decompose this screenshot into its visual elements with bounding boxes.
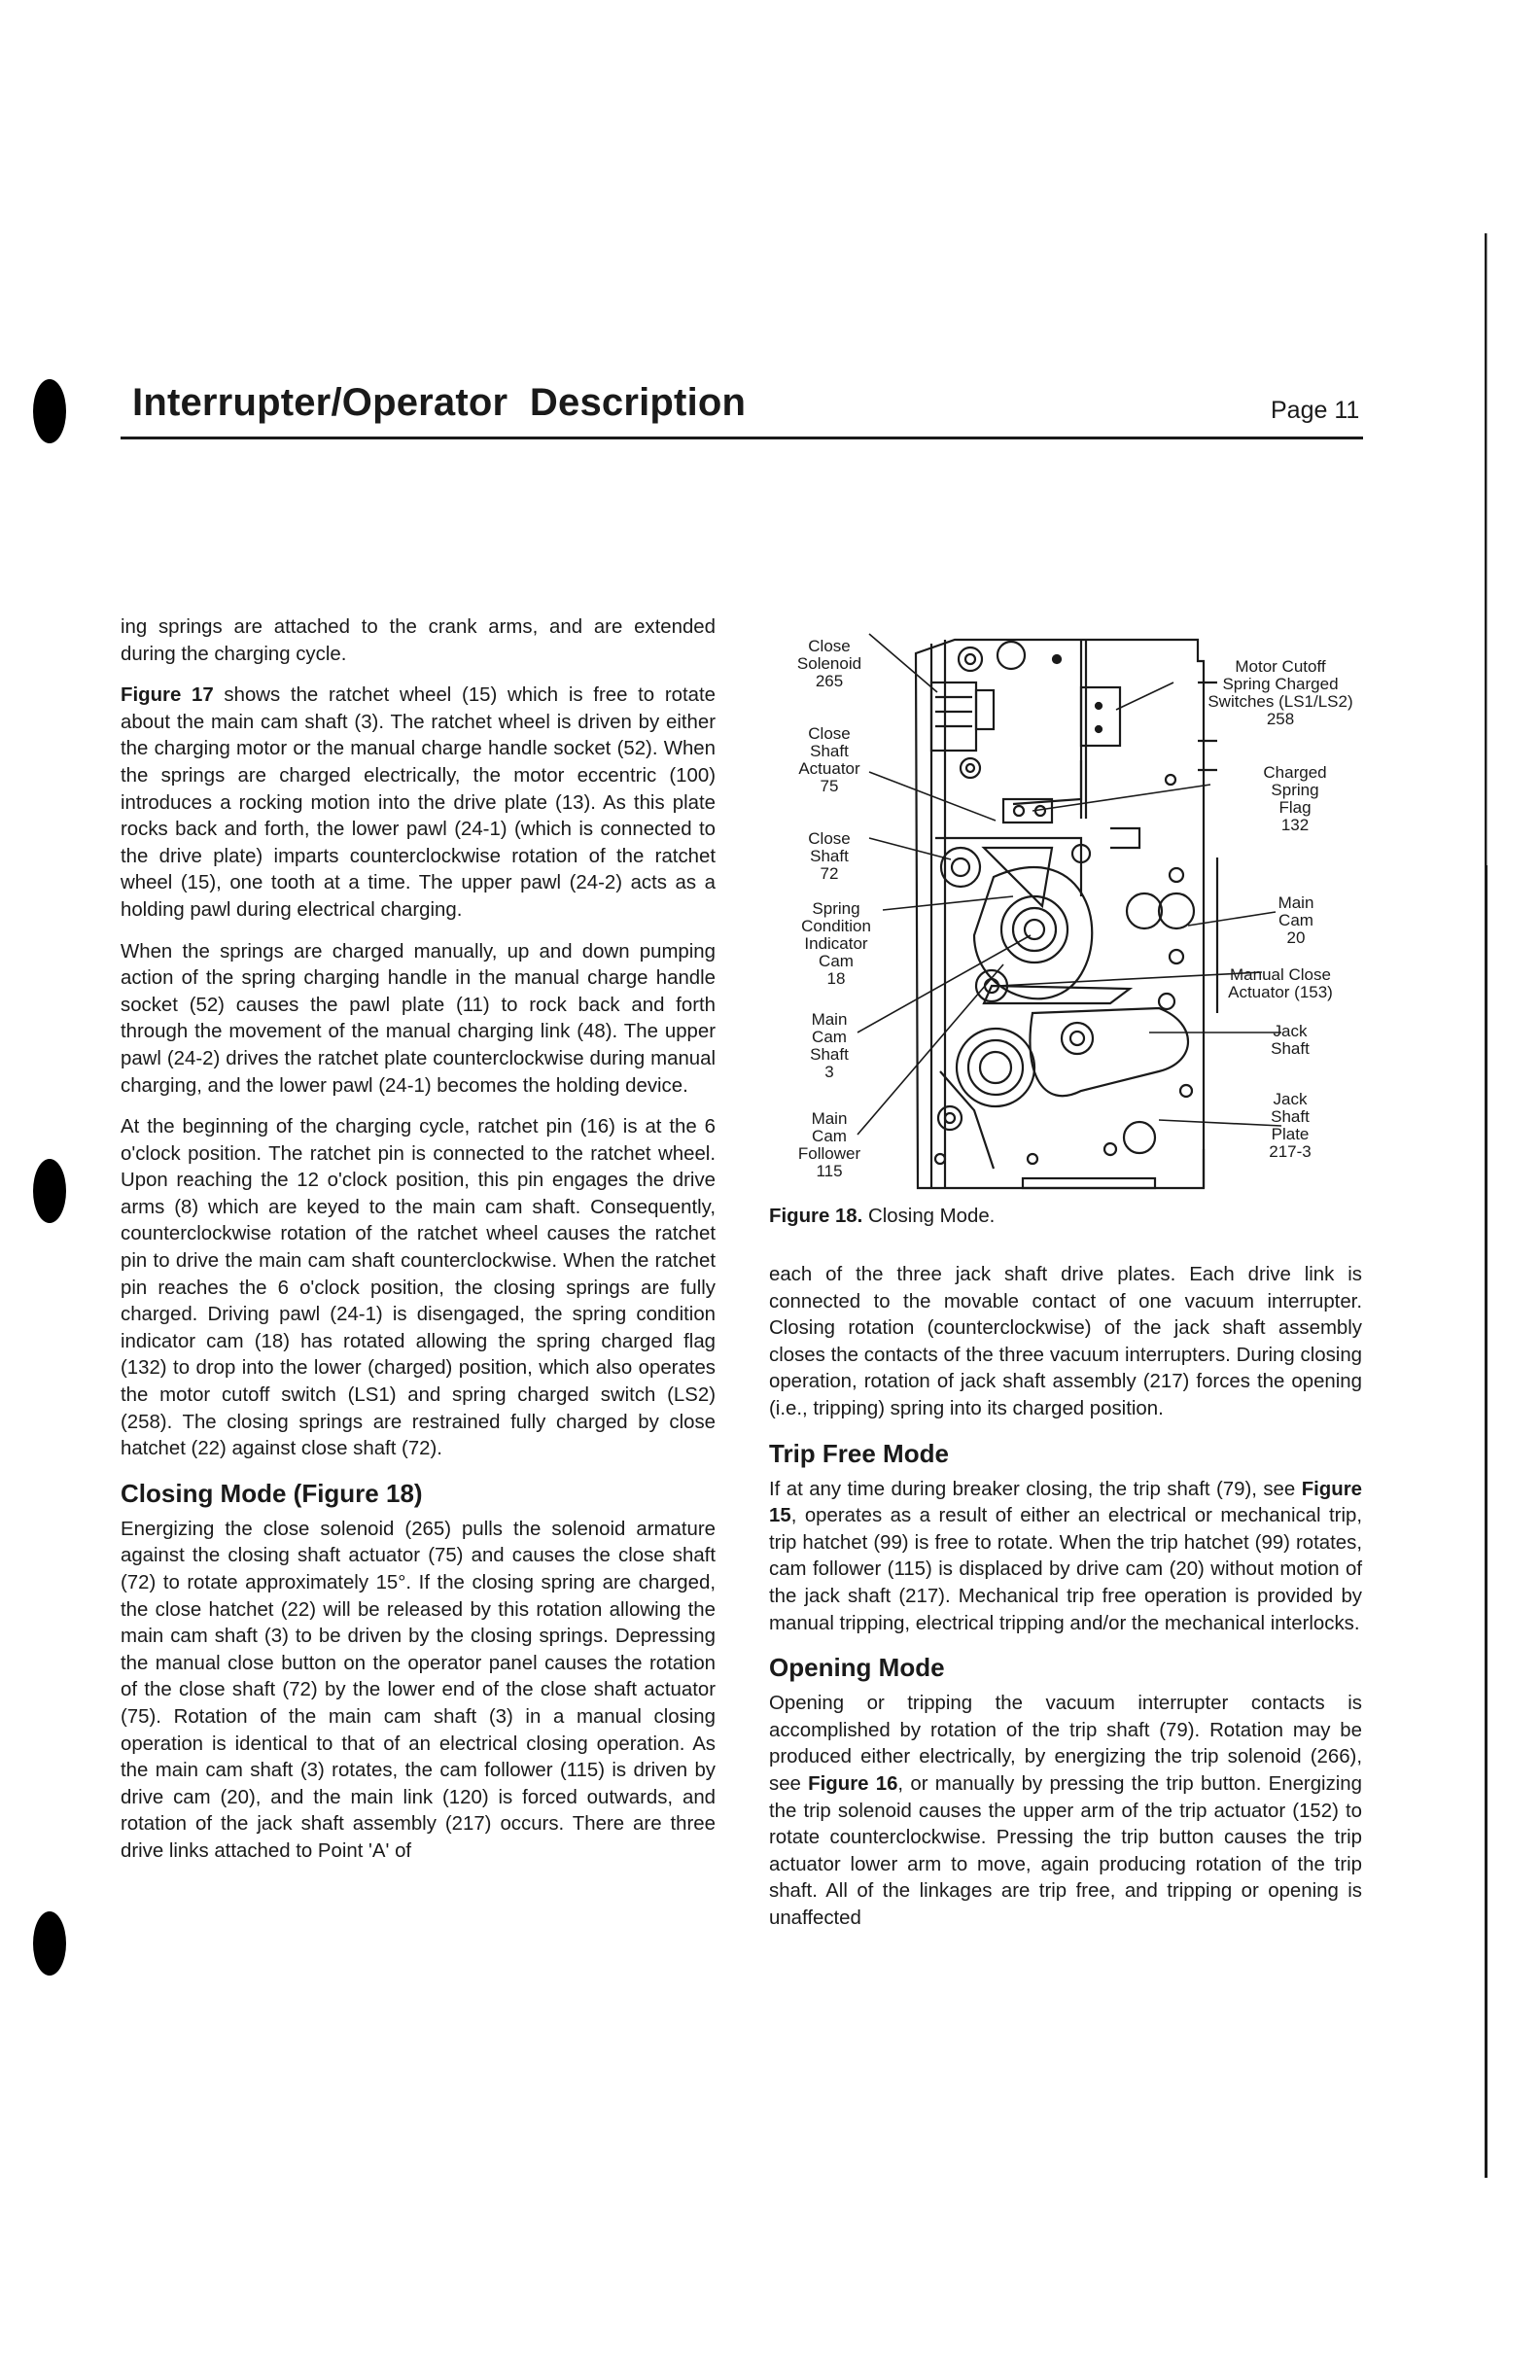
label-close-solenoid: Close Solenoid 265 <box>796 637 862 690</box>
label-main-cam-shaft: Main Cam Shaft 3 <box>810 1010 849 1081</box>
section-heading-closing-mode: Closing Mode (Figure 18) <box>121 1478 423 1508</box>
header-rule <box>121 437 1363 439</box>
label-motor-cutoff-switches: Motor Cutoff Spring Charged Switches (LS1/LS2) 258 <box>1208 657 1353 728</box>
paragraph: each of the three jack shaft drive plates. Each drive link is connected to the movable contact of one vacuum interrupter. Closing rotation (counterclockwise) of the jack shaft assembly closes the contacts of the three vacuum interrupters. During closing operation, rotation of jack shaft assembly (217) forces the opening (i.e., tripping) spring into its charged position. <box>769 1264 1362 1419</box>
paragraph: Energizing the close solenoid (265) pulls the solenoid armature against the closing shaft actuator (75) and causes the close shaft (72) to rotate approximately 15°. If the closing spring are charged, the close hatchet (22) will be released by this rotation allowing the main cam shaft (3) to be driven by the closing springs. Depressing the manual close button on the operator panel causes the rotation of the close shaft (72) by the lower end of the close shaft actuator (75). Rotation of the main cam shaft (3) in a manual closing operation is identical to that of an electrical closing operation. As the main cam shaft (3) rotates, the cam follower (115) is driven by drive cam (20), and the main link (120) is forced outwards, and rotation of the jack shaft assembly (217) occurs. There are three drive links attached to Point 'A' of <box>121 1518 716 1862</box>
label-jack-shaft: Jack Shaft <box>1271 1022 1310 1058</box>
left-column <box>121 614 716 1880</box>
punch-hole-bottom <box>33 1911 66 1976</box>
paragraph-text: shows the ratchet wheel (15) which is free to rotate about the main cam shaft (3). The ratchet wheel is driven by either the charging motor or the manual charge handle socket (52). When the springs are charged electrically, the motor eccentric (100) introduces a rocking motion into the drive plate (13). As this plate rocks back and forth, the lower pawl (24-1) (which is connected to the drive plate) imparts counterclockwise rotation of the ratchet wheel (15), one tooth at a time. The upper pawl (24-2) acts as a holding pawl during electrical charging. <box>121 684 716 921</box>
paragraph-text: Opening or tripping the vacuum interrupter contacts is accomplished by rotation of the trip shaft (79). Rotation may be produced either electrically, by energizing the trip solenoid (266), see <box>769 1693 1362 1795</box>
paragraph: At the beginning of the charging cycle, ratchet pin (16) is at the 6 o'clock position. The ratchet pin is connected to the ratchet wheel. Upon reaching the 12 o'clock position, this pin engages the drive arms (8) which are keyed to the main cam shaft. Consequently, counterclockwise rotation of the ratchet wheel causes the ratchet pin to drive the main cam shaft counterclockwise. When the ratchet pin reaches the 6 o'clock position, the closing springs are fully charged. Driving pawl (24-1) is disengaged, the spring condition indicator cam (18) has rotated allowing the spring charged flag (132) to drop into the lower (charged) position, which also operates the motor cutoff switch (LS1) and spring charged switch (LS2) (258). The closing springs are restrained fully charged by close hatchet (22) against close shaft (72). <box>121 1116 716 1460</box>
punch-hole-top <box>33 379 66 443</box>
label-main-cam: Main Cam 20 <box>1278 893 1314 947</box>
figure-reference: Figure 16 <box>808 1772 898 1795</box>
paragraph <box>121 682 716 924</box>
paragraph: ing springs are attached to the crank arms, and are extended during the charging cycle. <box>121 616 716 665</box>
figure-closing-mode <box>789 605 1363 1208</box>
figure-caption-ref: Figure 18. <box>769 1206 863 1227</box>
figure-reference: Figure 17 <box>121 684 214 707</box>
label-manual-close-actuator: Manual Close Actuator (153) <box>1228 965 1333 1001</box>
punch-hole-middle <box>33 1159 66 1223</box>
label-close-shaft-actuator: Close Shaft Actuator 75 <box>798 724 860 795</box>
paragraph <box>769 1691 1362 1932</box>
right-column <box>769 1262 1362 1946</box>
label-spring-condition-indicator-cam: Spring Condition Indicator Cam 18 <box>801 899 871 988</box>
label-jack-shaft-plate: Jack Shaft Plate 217-3 <box>1269 1090 1312 1161</box>
paragraph: When the springs are charged manually, up and down pumping action of the spring charging handle in the manual charge handle socket (52) causes the pawl plate (11) to rock back and forth through the movement of the manual charging link (48). The upper pawl (24-2) drives the ratchet plate counterclockwise during manual charging, and the lower pawl (24-1) becomes the holding device. <box>121 940 716 1097</box>
page-number: Page 11 <box>1271 397 1360 424</box>
paragraph-text: If at any time during breaker closing, the trip shaft (79), see <box>769 1478 1302 1500</box>
figure-caption <box>769 1206 995 1228</box>
page-edge-line-light <box>1487 233 1488 865</box>
label-main-cam-follower: Main Cam Follower 115 <box>797 1109 861 1180</box>
page-title: Interrupter/Operator Description <box>132 381 747 424</box>
figure-reference: Figure 15 <box>769 1478 1362 1527</box>
section-heading-trip-free-mode: Trip Free Mode <box>769 1438 949 1468</box>
label-charged-spring-flag: Charged Spring Flag 132 <box>1263 763 1327 834</box>
section-heading-opening-mode: Opening Mode <box>769 1653 945 1683</box>
paragraph-text: , or manually by pressing the trip button. Energizing the trip solenoid causes the upper arm of the trip actuator (152) to rotate counterclockwise. Pressing the trip button causes the trip actuator lower arm to move, again producing rotation of the trip shaft. All of the linkages are trip free, and tripping or opening is unaffected <box>769 1772 1362 1929</box>
label-close-shaft: Close Shaft 72 <box>808 829 851 883</box>
figure-caption-text: Closing Mode. <box>862 1206 996 1227</box>
paragraph-text: , operates as a result of either an electrical or mechanical trip, trip hatchet (99) is free to rotate. When the trip hatchet (99) rotates, cam follower (115) is displaced by drive cam (20) without motion of the jack shaft (217). Mechanical trip free operation is provided by manual tripping, electrical tripping and/or the mechanical interlocks. <box>769 1505 1362 1634</box>
paragraph <box>769 1477 1362 1638</box>
